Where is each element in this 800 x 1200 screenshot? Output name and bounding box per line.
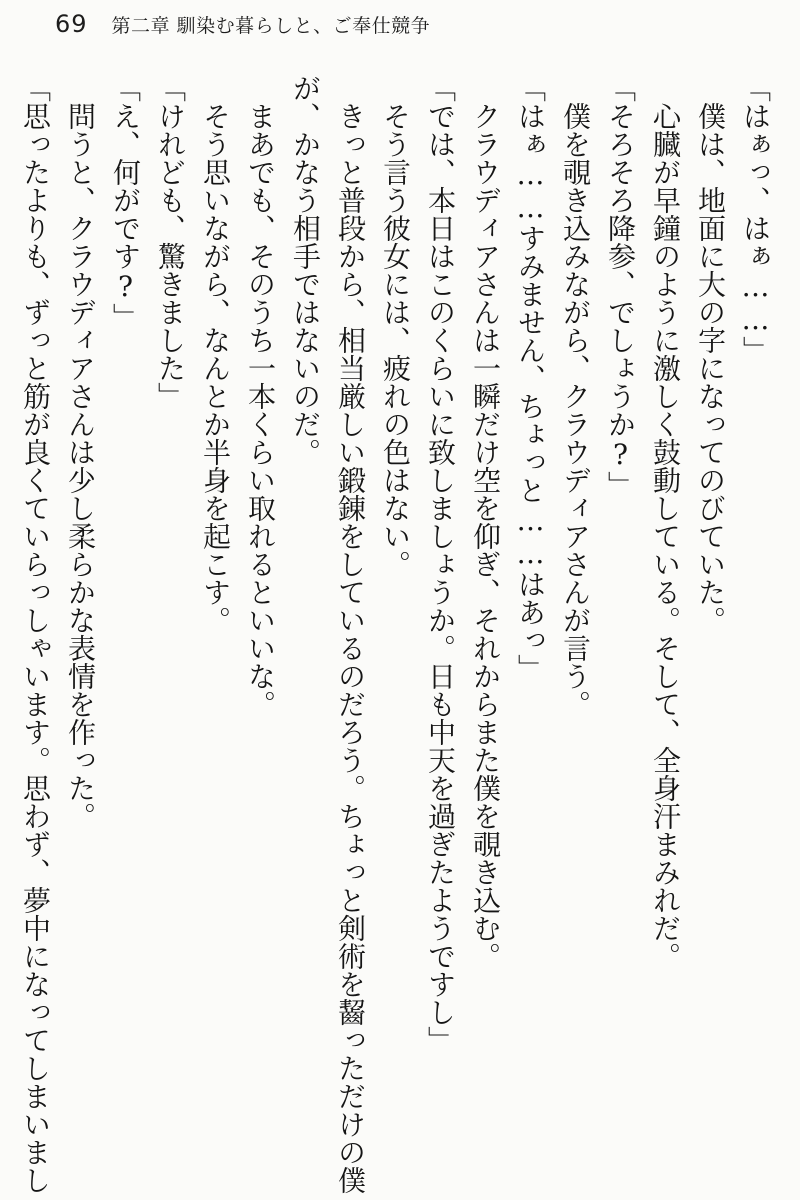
paragraph: 僕は、地面に大の字になってのびていた。 (694, 102, 727, 634)
paragraph: 「え、何がです?」 (109, 74, 142, 331)
paragraph: 「はぁ……すみません、ちょっと……はあっ」 (514, 74, 547, 682)
paragraph: そう思いながら、なんとか半身を起こす。 (199, 102, 232, 634)
paragraph: そう言う彼女には、疲れの色はない。 (379, 102, 412, 578)
page-number: 69 (55, 10, 88, 38)
paragraph: きっと普段から、相当厳しい鍛錬をしているのだろう。ちょっと剣術を齧っただけの僕が、かなう相手ではないのだ。 (289, 74, 367, 1194)
paragraph: 「けれども、驚きました」 (154, 74, 187, 410)
paragraph: 「思ったよりも、ずっと筋が良くていらっしゃいます。思わず、夢中になってしまいまし (19, 74, 52, 1194)
vertical-text-body (13, 74, 778, 1198)
paragraph: 「では、本日はこのくらいに致しましょうか。日も中天を過ぎたようですし」 (424, 74, 457, 1054)
paragraph: 心臓が早鐘のように激しく鼓動している。そして、全身汗まみれだ。 (649, 102, 682, 970)
paragraph: まあでも、そのうち一本くらい取れるといいな。 (244, 102, 277, 718)
running-head (55, 10, 430, 38)
chapter-title: 第二章 馴染む暮らしと、ご奉仕競争 (111, 15, 431, 37)
paragraph: クラウディアさんは一瞬だけ空を仰ぎ、それからまた僕を覗き込む。 (469, 102, 502, 970)
paragraph: 僕を覗き込みながら、クラウディアさんが言う。 (559, 102, 592, 718)
paragraph: 「そろそろ降参、でしょうか?」 (604, 74, 637, 499)
paragraph: 問うと、クラウディアさんは少し柔らかな表情を作った。 (64, 102, 97, 830)
paragraph: 「はぁっ、はぁ……」 (739, 74, 772, 364)
